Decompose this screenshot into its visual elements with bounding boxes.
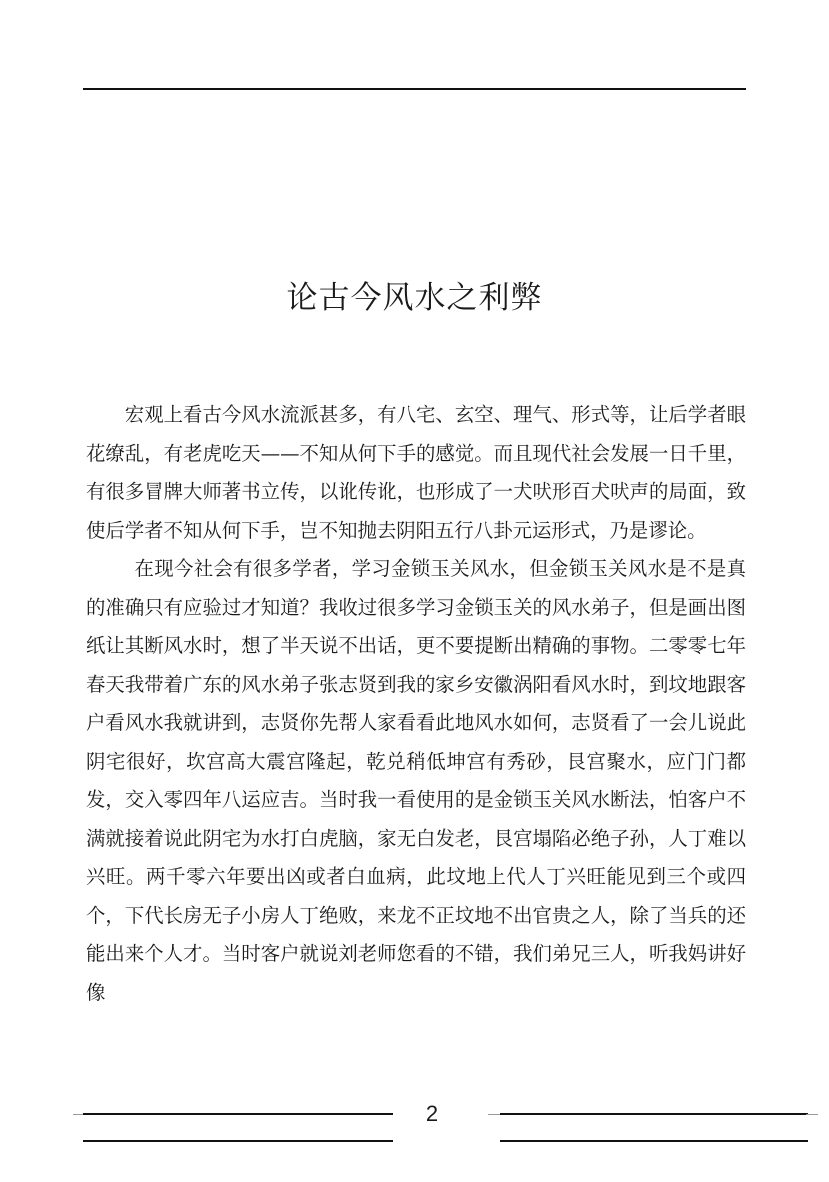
paragraph-1: 宏观上看古今风水流派甚多，有八宅、玄空、理气、形式等，让后学者眼花缭乱，有老虎吃天——不知从何下手的感觉。而且现代社会发展一日千里，有很多冒牌大师著书立传，以讹传讹，也形成了一犬吠形百犬吠声的局面，致使后学者不知从何下手，岂不知抛去阴阳五行八卦元运形式，乃是谬论。 [86, 403, 746, 542]
footer-rule-left-upper [83, 1113, 393, 1115]
header-rule [83, 88, 746, 90]
footer-rule-accent-right [806, 1114, 818, 1115]
paragraph-2: 在现今社会有很多学者，学习金锁玉关风水，但金锁玉关风水是不是真的准确只有应验过才知道？我收过很多学习金锁玉关的风水弟子，但是画出图纸让其断风水时，想了半天说不出话，更不要提断出精确的事物。二零零七年春天我带着广东的风水弟子张志贤到我的家乡安徽涡阳看风水时，到坟地跟客户看风水我就讲到，志贤你先帮人家看看此地风水如何，志贤看了一会儿说此阴宅很好，坎宫高大震宫隆起，乾兑稍低坤宫有秀砂，艮宫聚水，应门门都发，交入零四年八运应吉。当时我一看使用的是金锁玉关风水断法，怕客户不满就接着说此阴宅为水打白虎脑，家无白发老，艮宫塌陷必绝子孙，人丁难以兴旺。两千零六年要出凶或者白血病，此坟地上代人丁兴旺能见到三个或四个，下代长房无子小房人丁绝败，来龙不正坟地不出官贵之人，除了当兵的还能出来个人才。当时客户就说刘老师您看的不错，我们弟兄三人，听我妈讲好像 [86, 557, 746, 1004]
document-body [86, 396, 746, 1012]
page-number: 2 [425, 1101, 439, 1126]
document-title: 论古今风水之利弊 [286, 280, 543, 316]
footer-rule-right-lower [500, 1140, 808, 1142]
footer-rule-right-upper [500, 1113, 808, 1115]
footer-rule-left-lower [83, 1140, 393, 1142]
